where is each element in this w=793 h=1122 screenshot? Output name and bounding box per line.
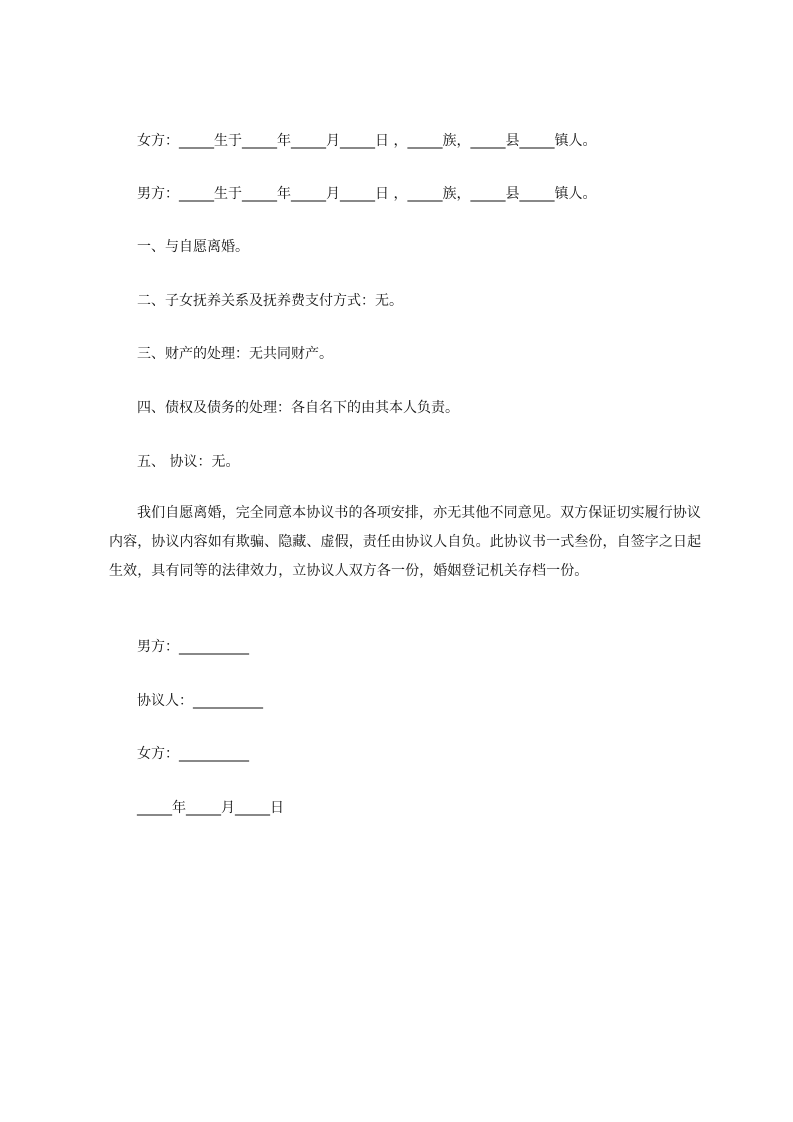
- clause-5: 五、 协议：无。: [137, 454, 240, 470]
- male-info-line: 男方：_____生于_____年_____月_____日 ，_____族，_____县_____镇人。: [137, 186, 597, 202]
- female-info-line: 女方：_____生于_____年_____月_____日 ，_____族，_____县_____镇人。: [137, 133, 597, 149]
- clause-2: 二、子女抚养关系及抚养费支付方式：无。: [137, 293, 403, 309]
- agreement-statement: 我们自愿离婚，完全同意本协议书的各项安排，亦无其他不同意见。双方保证切实履行协议内容，协议内容如有欺骗、隐藏、虚假，责任由协议人自负。此协议书一式叁份，自签字之日起生效，具有同等的法律效力，立协议人双方各一份，婚姻登记机关存档一份。: [109, 505, 702, 579]
- clause-4: 四、债权及债务的处理：各自名下的由其本人负责。: [137, 400, 459, 416]
- agreement-party-signature-line: 协议人：__________: [137, 693, 263, 709]
- clause-1: 一、与自愿离婚。: [137, 239, 249, 255]
- female-signature-line: 女方：__________: [137, 746, 249, 762]
- clause-3: 三、财产的处理：无共同财产。: [137, 346, 333, 362]
- date-line: _____年_____月_____日: [137, 800, 284, 816]
- male-signature-line: 男方：__________: [137, 639, 249, 655]
